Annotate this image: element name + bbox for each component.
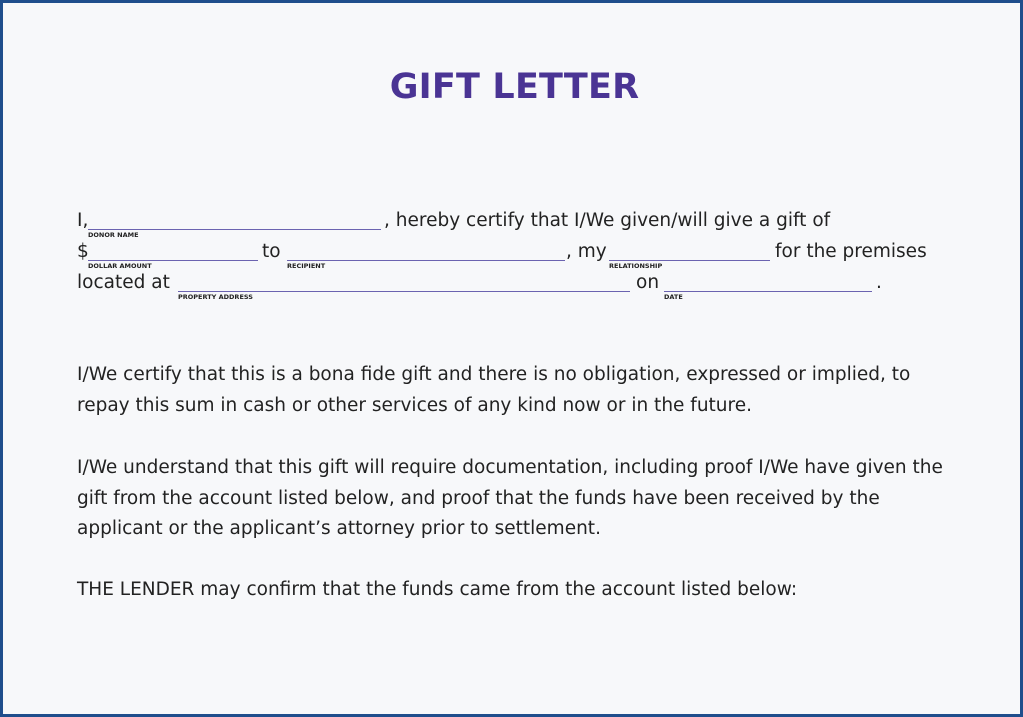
property-address-field[interactable] bbox=[178, 291, 630, 292]
documentation-paragraph: I/We understand that this gift will require documentation, including proof I/We have given the gift from the account listed below, and proof that the funds have been received by the applicant or the applicant’s attorney prior to settlement. bbox=[77, 457, 943, 539]
property-address-caption: PROPERTY ADDRESS bbox=[178, 293, 253, 301]
recipient-caption: RECIPIENT bbox=[287, 262, 326, 270]
recipient-field[interactable] bbox=[287, 260, 565, 261]
certification-paragraph: I/We certify that this is a bona fide gift and there is no obligation, expressed or implied, to repay this sum in cash or other services of any kind now or in the future. bbox=[77, 364, 911, 416]
line1-suffix: , hereby certify that I/We given/will give a gift of bbox=[384, 210, 831, 231]
line2-suffix: for the premises bbox=[775, 241, 927, 262]
line2-my: , my bbox=[566, 241, 607, 262]
document-title: GIFT LETTER bbox=[389, 67, 640, 107]
line2-to: to bbox=[262, 241, 281, 262]
line1-prefix: I, bbox=[77, 210, 89, 231]
line3-on: on bbox=[636, 272, 660, 293]
relationship-field[interactable] bbox=[609, 260, 770, 261]
lender-paragraph: THE LENDER may confirm that the funds came from the account listed below: bbox=[77, 579, 798, 600]
dollar-sign: $ bbox=[77, 241, 89, 262]
date-caption: DATE bbox=[664, 293, 683, 301]
line3-prefix: located at bbox=[77, 272, 170, 293]
date-field[interactable] bbox=[664, 291, 872, 292]
donor-name-field[interactable] bbox=[88, 229, 381, 230]
dollar-amount-field[interactable] bbox=[88, 260, 258, 261]
donor-name-caption: DONOR NAME bbox=[88, 231, 139, 239]
line3-end: . bbox=[876, 272, 882, 293]
dollar-amount-caption: DOLLAR AMOUNT bbox=[88, 262, 152, 270]
relationship-caption: RELATIONSHIP bbox=[609, 262, 663, 270]
